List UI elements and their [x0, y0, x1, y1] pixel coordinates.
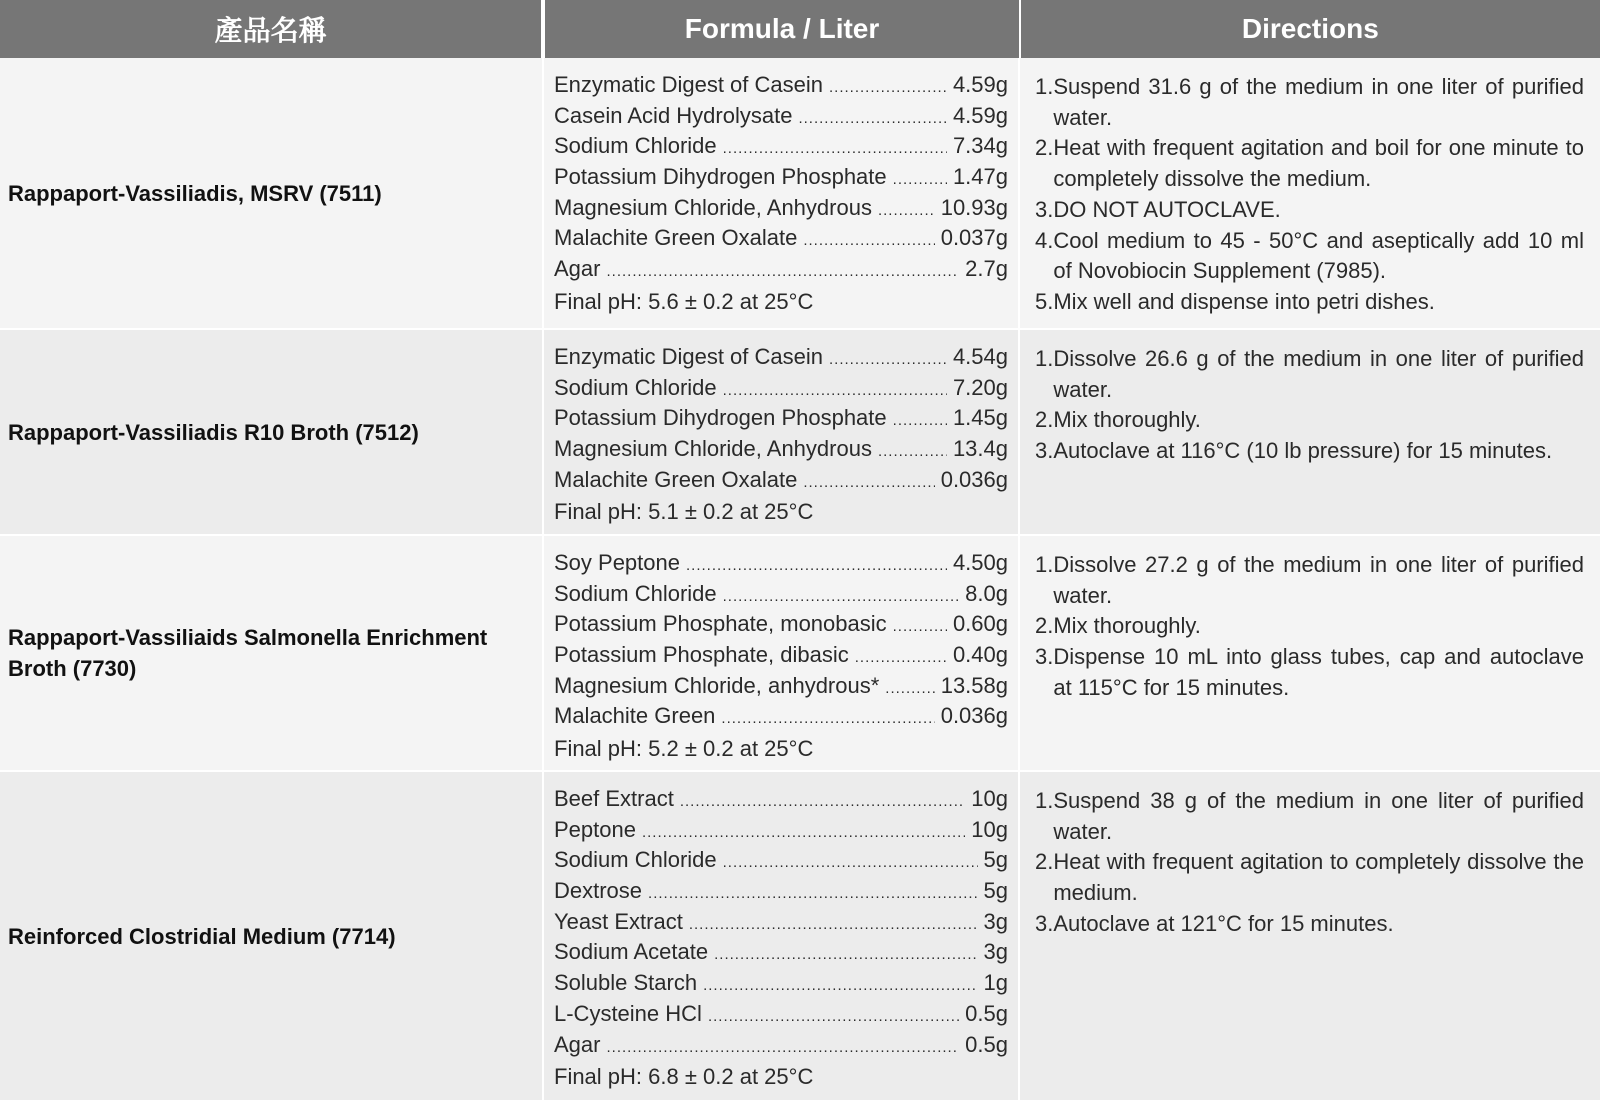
step-text: Suspend 31.6 g of the medium in one liter of purified water.: [1053, 74, 1584, 130]
ingredient-amount: 1g: [983, 970, 1008, 996]
dot-leader: [648, 885, 977, 902]
ingredient-name: Casein Acid Hydrolysate: [554, 102, 793, 128]
dot-leader: [721, 710, 934, 727]
ingredient-amount: 10.93g: [940, 194, 1008, 220]
formula-line: [554, 642, 1008, 673]
dot-leader: [829, 79, 947, 96]
formula-line: [554, 1001, 1008, 1032]
step-number: 2.: [1035, 135, 1054, 161]
step-number: 2.: [1035, 849, 1054, 875]
ingredient-name: Malachite Green Oxalate: [554, 225, 798, 251]
ingredient-name: Dextrose: [554, 878, 643, 904]
formula-line: [554, 195, 1008, 226]
ingredient-amount: 7.20g: [952, 374, 1008, 400]
formula-line: [554, 164, 1008, 195]
formula-line: [554, 550, 1008, 581]
dot-leader: [708, 1008, 959, 1025]
table-row: [0, 58, 1600, 328]
formula-line: [554, 847, 1008, 878]
dot-leader: [803, 232, 934, 249]
formula-line: [554, 703, 1008, 734]
direction-step: [1035, 909, 1584, 940]
formula-line: [554, 611, 1008, 642]
dot-leader: [606, 263, 959, 280]
table-row: [0, 330, 1600, 534]
ingredient-name: Magnesium Chloride, Anhydrous: [554, 436, 872, 462]
ingredient-name: Sodium Chloride: [554, 847, 717, 873]
step-text: Cool medium to 45 - 50°C and aseptically add 10 ml of Novobiocin Supplement (7985).: [1053, 227, 1584, 284]
step-number: 1.: [1035, 552, 1054, 577]
ingredient-amount: 4.50g: [952, 550, 1008, 575]
ingredient-name: Potassium Phosphate, monobasic: [554, 611, 887, 637]
ingredient-name: Magnesium Chloride, anhydrous*: [554, 672, 880, 698]
formula-line: [554, 817, 1008, 848]
ingredient-amount: 0.036g: [940, 703, 1008, 729]
ingredient-name: Potassium Dihydrogen Phosphate: [554, 164, 887, 190]
direction-step: [1035, 133, 1584, 194]
dot-leader: [703, 977, 977, 994]
header-product-name: 產品名稱: [0, 0, 541, 58]
dot-leader: [798, 110, 946, 127]
step-number: 4.: [1035, 227, 1054, 253]
ingredient-amount: 5g: [983, 878, 1008, 904]
ingredient-name: Magnesium Chloride, Anhydrous: [554, 194, 872, 220]
final-ph: Final pH: 5.6 ± 0.2 at 25°C: [554, 288, 814, 314]
ingredient-amount: 13.4g: [952, 436, 1008, 462]
formula-line: [554, 939, 1008, 970]
dot-leader: [893, 412, 947, 429]
direction-step: [1035, 405, 1584, 436]
dot-leader: [689, 916, 978, 933]
step-number: 3.: [1035, 438, 1054, 464]
ingredient-amount: 3g: [983, 908, 1008, 934]
ingredient-amount: 4.59g: [952, 72, 1008, 97]
step-text: Suspend 38 g of the medium in one liter of purified water.: [1053, 788, 1584, 844]
formula-line: [554, 103, 1008, 134]
dot-leader: [855, 649, 947, 666]
dot-leader: [680, 793, 965, 810]
ingredient-name: Enzymatic Digest of Casein: [554, 344, 823, 369]
ingredient-amount: 0.5g: [965, 1000, 1008, 1026]
ingredient-name: Peptone: [554, 816, 636, 842]
formula-line: [554, 1032, 1008, 1063]
ingredient-name: L-Cysteine HCl: [554, 1000, 702, 1026]
step-number: 3.: [1035, 644, 1054, 670]
ingredient-amount: 0.40g: [952, 642, 1008, 668]
formula-line: [554, 133, 1008, 164]
step-text: Dissolve 27.2 g of the medium in one liter of purified water.: [1053, 552, 1584, 608]
direction-step: [1035, 847, 1584, 908]
formula-line: [554, 344, 1008, 375]
direction-step: [1035, 642, 1584, 703]
ingredient-name: Agar: [554, 1031, 601, 1057]
dot-leader: [723, 382, 947, 399]
dot-leader: [829, 351, 947, 368]
direction-step: [1035, 436, 1584, 467]
step-text: Heat with frequent agitation and boil for one minute to completely dissolve the medium.: [1053, 135, 1584, 192]
ingredient-name: Yeast Extract: [554, 908, 683, 934]
directions-cell: [1020, 536, 1600, 770]
step-number: 2.: [1035, 613, 1054, 639]
step-number: 1.: [1035, 74, 1054, 99]
dot-leader: [885, 680, 934, 697]
step-number: 5.: [1035, 288, 1054, 314]
product-name: Reinforced Clostridial Medium (7714): [8, 923, 396, 949]
formula-cell: [544, 772, 1018, 1100]
formula-line: [554, 375, 1008, 406]
ingredient-name: Sodium Chloride: [554, 374, 717, 400]
directions-cell: [1020, 772, 1600, 1100]
ingredient-amount: 7.34g: [952, 133, 1008, 159]
dot-leader: [878, 202, 935, 219]
formula-line: [554, 673, 1008, 704]
formula-line: [554, 72, 1008, 103]
ingredient-name: Sodium Chloride: [554, 133, 717, 159]
dot-leader: [714, 946, 977, 963]
dot-leader: [606, 1039, 959, 1056]
direction-step: [1035, 287, 1584, 318]
product-name: Rappaport-Vassiliadis, MSRV (7511): [8, 180, 382, 206]
ingredient-amount: 4.54g: [952, 344, 1008, 369]
ingredient-amount: 13.58g: [940, 672, 1008, 698]
direction-step: [1035, 226, 1584, 287]
formula-line: [554, 405, 1008, 436]
formula-line: [554, 256, 1008, 287]
formula-line: [554, 909, 1008, 940]
direction-step: [1035, 611, 1584, 642]
ingredient-name: Sodium Chloride: [554, 580, 717, 606]
ingredient-amount: 0.037g: [940, 225, 1008, 251]
direction-step: [1035, 344, 1584, 405]
ingredient-name: Agar: [554, 256, 601, 282]
step-text: Heat with frequent agitation to completely dissolve the medium.: [1053, 849, 1584, 906]
product-name-cell: [0, 58, 542, 328]
dot-leader: [803, 474, 934, 491]
step-number: 1.: [1035, 788, 1054, 813]
directions-cell: [1020, 330, 1600, 534]
product-name-cell: [0, 772, 542, 1100]
ingredient-name: Malachite Green Oxalate: [554, 466, 798, 492]
product-name: Rappaport-Vassiliadis R10 Broth (7512): [8, 419, 419, 445]
ingredient-amount: 0.60g: [952, 611, 1008, 637]
formula-cell: [544, 536, 1018, 770]
ingredient-name: Beef Extract: [554, 786, 674, 811]
ingredient-amount: 10g: [971, 786, 1008, 811]
formula-line: [554, 581, 1008, 612]
dot-leader: [723, 588, 960, 605]
step-text: Mix thoroughly.: [1053, 407, 1201, 433]
ingredient-amount: 3g: [983, 939, 1008, 965]
step-text: Dispense 10 mL into glass tubes, cap and autoclave at 115°C for 15 minutes.: [1053, 644, 1584, 700]
dot-leader: [893, 618, 947, 635]
dot-leader: [878, 443, 947, 460]
table-row: [0, 536, 1600, 770]
step-text: Autoclave at 116°C (10 lb pressure) for 15 minutes.: [1053, 438, 1553, 464]
direction-step: [1035, 786, 1584, 847]
direction-step: [1035, 550, 1584, 611]
ingredient-amount: 0.036g: [940, 466, 1008, 492]
ingredient-amount: 1.47g: [952, 164, 1008, 190]
ingredient-amount: 1.45g: [952, 405, 1008, 431]
formula-line: [554, 225, 1008, 256]
dot-leader: [642, 824, 965, 841]
formula-line: [554, 436, 1008, 467]
ingredient-amount: 4.59g: [952, 102, 1008, 128]
formula-cell: [544, 58, 1018, 328]
dot-leader: [893, 171, 947, 188]
ingredient-name: Soy Peptone: [554, 550, 680, 575]
step-text: Mix well and dispense into petri dishes.: [1053, 288, 1435, 314]
ingredient-name: Soluble Starch: [554, 970, 698, 996]
product-name: Rappaport-Vassiliaids Salmonella Enrichment Broth (7730): [8, 625, 488, 681]
table-header: [0, 0, 1600, 58]
header-directions: Directions: [1021, 0, 1600, 58]
direction-step: [1035, 72, 1584, 133]
ingredient-name: Sodium Acetate: [554, 939, 709, 965]
step-number: 3.: [1035, 196, 1054, 222]
direction-step: [1035, 195, 1584, 226]
final-ph: Final pH: 5.2 ± 0.2 at 25°C: [554, 736, 814, 762]
product-name-cell: [0, 536, 542, 770]
ingredient-name: Potassium Phosphate, dibasic: [554, 642, 849, 668]
table-row: [0, 772, 1600, 1100]
dot-leader: [723, 140, 947, 157]
step-text: Autoclave at 121°C for 15 minutes.: [1053, 910, 1394, 936]
step-text: Mix thoroughly.: [1053, 613, 1201, 639]
header-formula: Formula / Liter: [545, 0, 1018, 58]
step-number: 3.: [1035, 910, 1054, 936]
dot-leader: [723, 854, 978, 871]
ingredient-amount: 2.7g: [965, 256, 1008, 282]
final-ph: Final pH: 6.8 ± 0.2 at 25°C: [554, 1064, 814, 1090]
ingredient-amount: 0.5g: [965, 1031, 1008, 1057]
step-text: Dissolve 26.6 g of the medium in one liter of purified water.: [1053, 346, 1584, 402]
final-ph: Final pH: 5.1 ± 0.2 at 25°C: [554, 499, 814, 525]
ingredient-amount: 8.0g: [965, 580, 1008, 606]
formula-line: [554, 970, 1008, 1001]
dot-leader: [686, 557, 947, 574]
ingredient-amount: 5g: [983, 847, 1008, 873]
ingredient-name: Malachite Green: [554, 703, 716, 729]
directions-cell: [1020, 58, 1600, 328]
formula-line: [554, 467, 1008, 498]
formula-cell: [544, 330, 1018, 534]
ingredient-name: Potassium Dihydrogen Phosphate: [554, 405, 887, 431]
ingredient-amount: 10g: [971, 816, 1008, 842]
ingredient-name: Enzymatic Digest of Casein: [554, 72, 823, 97]
step-number: 2.: [1035, 407, 1054, 433]
product-name-cell: [0, 330, 542, 534]
step-text: DO NOT AUTOCLAVE.: [1053, 196, 1281, 222]
formula-line: [554, 786, 1008, 817]
formula-line: [554, 878, 1008, 909]
step-number: 1.: [1035, 346, 1054, 371]
